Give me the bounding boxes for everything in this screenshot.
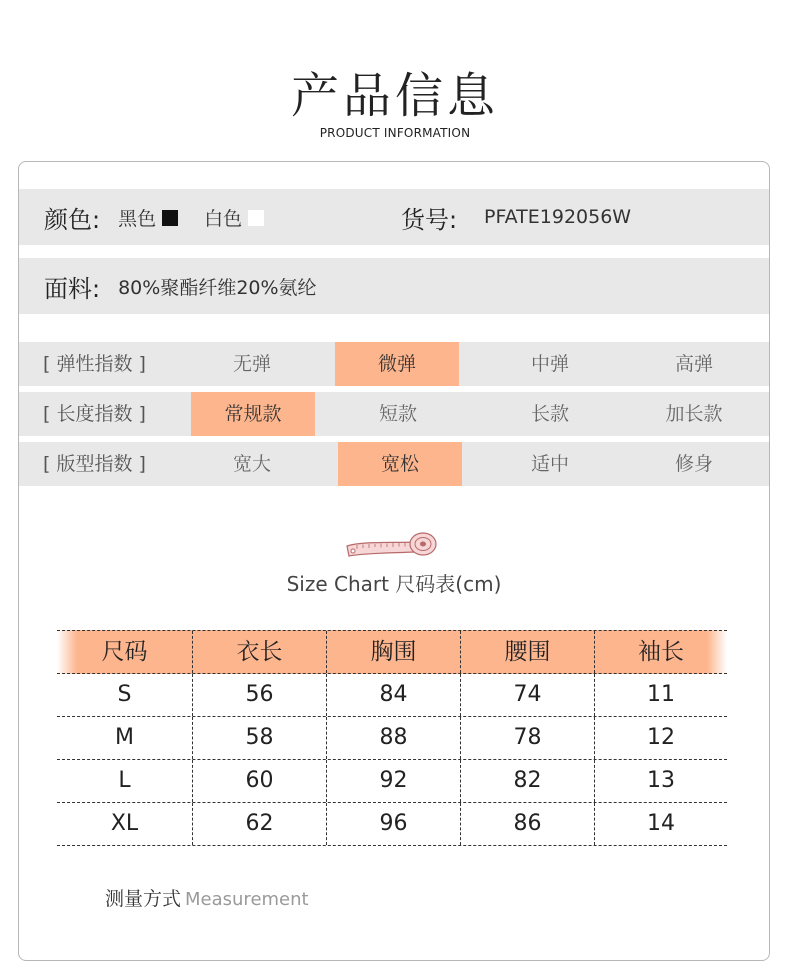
color-label: 颜色: <box>44 205 101 234</box>
size-table-header <box>57 630 727 674</box>
color-black-text: 黑色 <box>118 207 157 230</box>
color-white-option <box>204 204 264 231</box>
size-chart-title: Size Chart 尺码表(cm) <box>286 572 502 596</box>
header-length: 衣长 <box>193 631 327 673</box>
color-sku-row <box>19 189 769 245</box>
black-swatch-icon <box>162 210 178 226</box>
table-cell: 58 <box>193 717 327 759</box>
sku-value: PFATE192056W <box>484 206 632 228</box>
measurement-cn: 测量方式 <box>105 888 182 910</box>
page-subtitle: PRODUCT INFORMATION <box>319 126 471 140</box>
measuring-tape-icon <box>343 528 439 560</box>
table-cell: M <box>57 717 193 759</box>
header-sleeve: 袖长 <box>638 639 684 665</box>
header-size: 尺码 <box>57 631 193 673</box>
elasticity-option-medium: 中弹 <box>530 353 569 375</box>
table-cell: 11 <box>647 682 675 707</box>
fit-option-oversized: 宽大 <box>232 453 271 475</box>
table-cell: S <box>57 674 193 716</box>
table-row <box>57 674 727 717</box>
table-cell: 86 <box>461 803 595 845</box>
table-cell: L <box>57 760 193 802</box>
fabric-value: 80%聚酯纤维20%氨纶 <box>118 276 317 299</box>
white-swatch-icon <box>248 210 264 226</box>
table-cell: 92 <box>327 760 461 802</box>
product-info-card <box>18 161 770 961</box>
table-cell: 12 <box>647 725 675 750</box>
size-table <box>57 630 727 846</box>
fit-label: [ 版型指数 ] <box>43 453 146 475</box>
fit-index-row <box>19 442 769 486</box>
fabric-row <box>19 258 769 314</box>
length-option-regular: 常规款 <box>191 392 315 436</box>
table-cell: 62 <box>193 803 327 845</box>
table-cell: XL <box>57 803 193 845</box>
table-cell: 74 <box>461 674 595 716</box>
elasticity-option-none: 无弹 <box>232 353 271 375</box>
elasticity-option-slight: 微弹 <box>335 342 459 386</box>
length-option-long: 长款 <box>530 403 569 425</box>
fabric-label: 面料: <box>44 274 101 303</box>
page-title: 产品信息 <box>290 68 499 124</box>
page-header <box>0 66 790 140</box>
table-cell: 78 <box>461 717 595 759</box>
elasticity-option-high: 高弹 <box>674 353 713 375</box>
measurement-heading <box>105 884 309 911</box>
length-option-short: 短款 <box>378 403 417 425</box>
color-white-text: 白色 <box>204 207 243 230</box>
color-black-option <box>118 204 178 231</box>
table-row <box>57 760 727 803</box>
table-cell: 82 <box>461 760 595 802</box>
fit-option-loose: 宽松 <box>338 442 462 486</box>
header-bust: 胸围 <box>327 631 461 673</box>
measurement-en: Measurement <box>185 889 309 910</box>
table-cell: 84 <box>327 674 461 716</box>
table-row <box>57 717 727 760</box>
fit-option-regular: 适中 <box>530 453 569 475</box>
table-cell: 56 <box>193 674 327 716</box>
table-cell: 88 <box>327 717 461 759</box>
table-cell: 13 <box>647 768 675 793</box>
length-label: [ 长度指数 ] <box>43 403 146 425</box>
length-option-extra-long: 加长款 <box>665 403 723 425</box>
fit-option-slim: 修身 <box>674 453 713 475</box>
elasticity-index-row <box>19 342 769 386</box>
header-waist: 腰围 <box>461 631 595 673</box>
table-row <box>57 803 727 846</box>
sku-label: 货号: <box>401 205 458 234</box>
table-cell: 14 <box>647 811 675 836</box>
elasticity-label: [ 弹性指数 ] <box>43 353 146 375</box>
table-cell: 96 <box>327 803 461 845</box>
length-index-row <box>19 392 769 436</box>
table-cell: 60 <box>193 760 327 802</box>
